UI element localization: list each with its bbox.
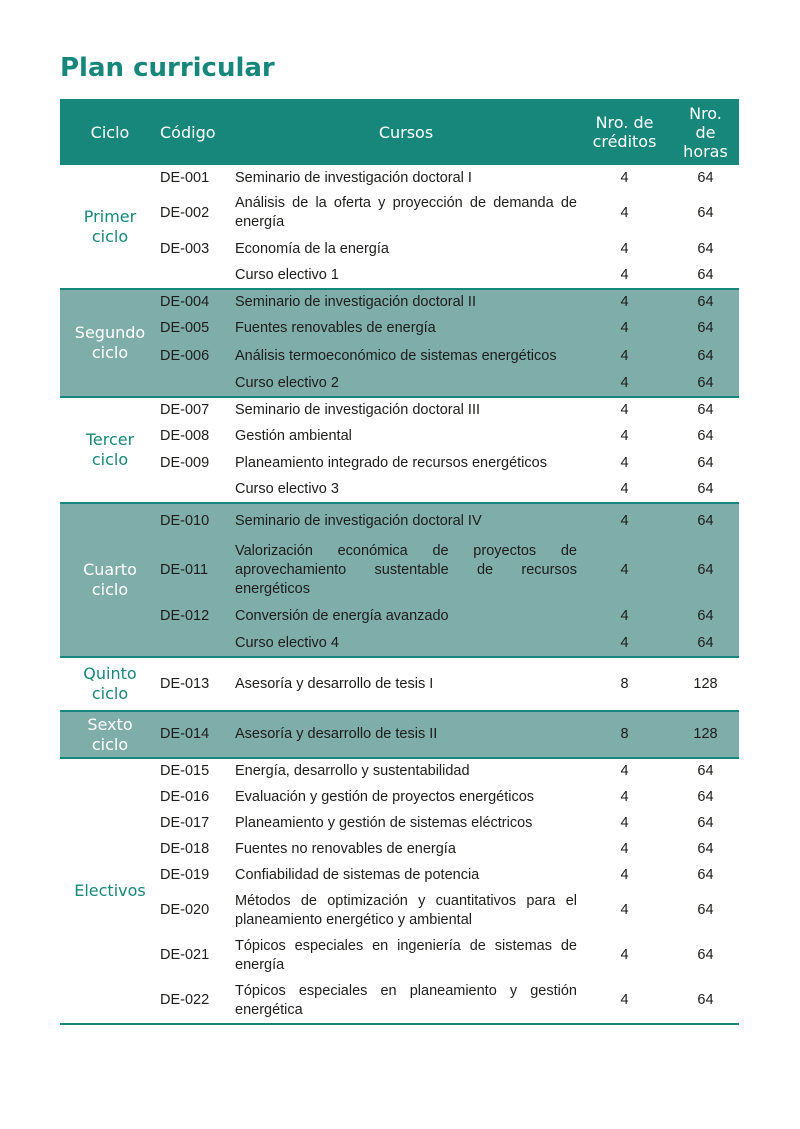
table-row <box>60 263 739 289</box>
header-horas-line3: horas <box>683 141 728 161</box>
course-code: DE-009 <box>160 454 210 471</box>
hours-value: 64 <box>697 788 714 805</box>
course-code: DE-016 <box>160 788 210 805</box>
course-code: DE-006 <box>160 341 235 371</box>
course-code: DE-014 <box>160 711 235 758</box>
hours-value: 64 <box>697 763 714 779</box>
course-name: Planeamiento integrado de recursos energéticos <box>235 454 547 471</box>
credits-value: 4 <box>620 169 629 186</box>
hours-value: 64 <box>672 341 739 371</box>
cycle-label <box>60 758 160 1024</box>
hours-value: 64 <box>697 427 714 444</box>
table-row <box>60 191 739 235</box>
credits-value: 4 <box>620 902 629 918</box>
table-row <box>60 423 739 449</box>
cycle-label-line1: Sexto <box>87 714 133 734</box>
hours-value: 64 <box>697 267 714 283</box>
course-code <box>160 631 235 657</box>
hours-value: 64 <box>697 866 714 883</box>
cycle-label-line2: ciclo <box>91 734 129 754</box>
hours-value: 64 <box>672 601 739 631</box>
course-name: Planeamiento y gestión de sistemas eléctricos <box>235 814 533 831</box>
credits-value: 4 <box>577 539 672 601</box>
course-name: Métodos de optimización y cuantitativos para el planeamiento energético y ambiental <box>235 892 577 928</box>
course-code <box>160 371 235 397</box>
header-horas-line1: Nro. <box>689 103 722 123</box>
course-code: DE-012 <box>160 601 235 631</box>
hours-value: 128 <box>672 711 739 758</box>
cycle-group <box>60 289 739 397</box>
credits-value: 4 <box>577 371 672 397</box>
cycle-label-line2: ciclo <box>91 226 129 246</box>
table-row <box>60 235 739 263</box>
hours-value: 64 <box>672 315 739 341</box>
cycle-label-line1: Quinto <box>83 664 137 683</box>
course-code: DE-004 <box>160 289 235 315</box>
credits-value: 4 <box>620 204 629 221</box>
hours-value: 64 <box>672 631 739 657</box>
cycle-label-line1: Electivos <box>74 881 146 900</box>
credits-value: 4 <box>577 601 672 631</box>
course-name: Asesoría y desarrollo de tesis II <box>235 711 577 758</box>
table-row <box>60 862 739 888</box>
course-name: Curso electivo 3 <box>235 481 339 497</box>
course-code: DE-021 <box>160 947 210 963</box>
table-row <box>60 289 739 315</box>
course-code: DE-022 <box>160 992 210 1008</box>
course-name: Seminario de investigación doctoral I <box>235 169 472 186</box>
table-row <box>60 165 739 191</box>
page-title: Plan curricular <box>60 53 275 83</box>
cycle-group <box>60 165 739 289</box>
course-name: Curso electivo 2 <box>235 371 577 397</box>
course-code: DE-020 <box>160 902 210 918</box>
cycle-group <box>60 503 739 657</box>
hours-value: 64 <box>697 481 714 497</box>
credits-value: 4 <box>577 289 672 315</box>
credits-value: 4 <box>577 315 672 341</box>
credits-value: 4 <box>620 240 629 257</box>
hours-value: 64 <box>697 840 714 857</box>
course-code: DE-010 <box>160 503 235 539</box>
course-name: Confiabilidad de sistemas de potencia <box>235 866 480 883</box>
table-row <box>60 657 739 711</box>
credits-value: 8 <box>620 675 629 692</box>
hours-value: 64 <box>697 947 714 963</box>
table-row <box>60 449 739 477</box>
credits-value: 4 <box>577 503 672 539</box>
header-ciclo: Ciclo <box>60 99 160 165</box>
table-row <box>60 601 739 631</box>
cycle-label-line1: Tercer <box>85 430 135 449</box>
cycle-label <box>60 503 160 657</box>
course-name: Fuentes no renovables de energía <box>235 840 456 857</box>
table-row <box>60 539 739 601</box>
course-code: DE-008 <box>160 427 210 444</box>
course-code: DE-001 <box>160 169 210 186</box>
credits-value: 4 <box>620 814 629 831</box>
cycle-label-line2: ciclo <box>91 684 129 703</box>
course-code: DE-018 <box>160 840 210 857</box>
course-name: Tópicos especiales en planeamiento y gestión energética <box>235 982 577 1018</box>
credits-value: 4 <box>620 454 629 471</box>
credits-value: 4 <box>620 763 629 779</box>
table-row <box>60 933 739 978</box>
table-row <box>60 784 739 810</box>
course-code: DE-019 <box>160 866 210 883</box>
cycle-group <box>60 758 739 1024</box>
course-name: Curso electivo 1 <box>235 267 339 283</box>
cycle-group <box>60 657 739 711</box>
credits-value: 4 <box>620 992 629 1008</box>
credits-value: 4 <box>620 267 629 283</box>
course-name: Valorización económica de proyectos de aprovechamiento sustentable de recursos energéticos <box>235 539 577 601</box>
table-row <box>60 503 739 539</box>
header-cursos: Cursos <box>235 99 577 165</box>
hours-value: 64 <box>697 902 714 918</box>
credits-value: 4 <box>620 947 629 963</box>
course-code: DE-017 <box>160 814 210 831</box>
cycle-label-line1: Cuarto <box>83 560 137 579</box>
cycle-label-line2: ciclo <box>91 343 129 362</box>
course-name: Curso electivo 4 <box>235 631 577 657</box>
cycle-group <box>60 397 739 503</box>
table-row <box>60 810 739 836</box>
cycle-group <box>60 711 739 758</box>
hours-value: 64 <box>697 992 714 1008</box>
hours-value: 64 <box>697 814 714 831</box>
course-name: Economía de la energía <box>235 240 389 257</box>
course-code: DE-002 <box>160 204 210 221</box>
cycle-label <box>60 289 160 397</box>
table-header-row <box>60 99 739 165</box>
course-name: Seminario de investigación doctoral III <box>235 402 481 418</box>
credits-value: 4 <box>620 481 629 497</box>
hours-value: 64 <box>672 371 739 397</box>
course-name: Seminario de investigación doctoral II <box>235 289 577 315</box>
cycle-label <box>60 397 160 503</box>
hours-value: 64 <box>697 402 714 418</box>
header-creditos-line2: créditos <box>592 132 657 151</box>
course-name: Tópicos especiales en ingeniería de sistemas de energía <box>235 937 577 973</box>
table-row <box>60 397 739 423</box>
course-name: Evaluación y gestión de proyectos energéticos <box>235 788 535 805</box>
curriculum-table <box>60 99 739 1025</box>
table-row <box>60 758 739 784</box>
table-row <box>60 836 739 862</box>
course-name: Energía, desarrollo y sustentabilidad <box>235 763 470 779</box>
hours-value: 64 <box>697 169 714 186</box>
credits-value: 4 <box>620 402 629 418</box>
course-name: Fuentes renovables de energía <box>235 315 577 341</box>
credits-value: 4 <box>577 341 672 371</box>
cycle-label-line2: ciclo <box>91 580 129 599</box>
table-row <box>60 341 739 371</box>
header-creditos-line1: Nro. de <box>595 113 654 132</box>
cycle-label-line2: ciclo <box>91 450 129 469</box>
cycle-label-line1: Primer <box>83 206 137 226</box>
table-row <box>60 888 739 933</box>
table-row <box>60 315 739 341</box>
hours-value: 64 <box>672 503 739 539</box>
table-row <box>60 631 739 657</box>
hours-value: 64 <box>697 454 714 471</box>
credits-value: 4 <box>620 866 629 883</box>
hours-value: 64 <box>672 289 739 315</box>
course-name: Asesoría y desarrollo de tesis I <box>235 675 434 692</box>
course-name: Análisis de la oferta y proyección de demanda de energía <box>235 195 577 230</box>
hours-value: 64 <box>697 204 714 221</box>
cycle-label <box>60 711 160 758</box>
table-row <box>60 978 739 1024</box>
credits-value: 8 <box>577 711 672 758</box>
table-row <box>60 711 739 758</box>
table-row <box>60 371 739 397</box>
course-code: DE-011 <box>160 539 235 601</box>
course-code: DE-013 <box>160 675 210 692</box>
header-creditos <box>577 99 672 165</box>
cycle-label <box>60 165 160 289</box>
course-code: DE-005 <box>160 315 235 341</box>
course-name: Gestión ambiental <box>235 427 352 444</box>
hours-value: 64 <box>672 539 739 601</box>
cycle-label <box>60 657 160 711</box>
credits-value: 4 <box>577 631 672 657</box>
course-code: DE-015 <box>160 763 210 779</box>
credits-value: 4 <box>620 788 629 805</box>
course-code <box>160 477 235 503</box>
table-row <box>60 477 739 503</box>
course-code: DE-003 <box>160 240 210 257</box>
course-name: Análisis termoeconómico de sistemas energéticos <box>235 341 577 371</box>
header-horas-line2: de <box>695 122 716 142</box>
course-name: Conversión de energía avanzado <box>235 601 577 631</box>
hours-value: 64 <box>697 240 714 257</box>
course-code <box>160 263 235 289</box>
course-code: DE-007 <box>160 402 210 418</box>
credits-value: 4 <box>620 840 629 857</box>
hours-value: 128 <box>693 675 718 692</box>
cycle-label-line1: Segundo <box>74 323 146 342</box>
course-name: Seminario de investigación doctoral IV <box>235 503 577 539</box>
credits-value: 4 <box>620 427 629 444</box>
header-horas <box>672 99 739 165</box>
header-codigo: Código <box>160 99 235 165</box>
